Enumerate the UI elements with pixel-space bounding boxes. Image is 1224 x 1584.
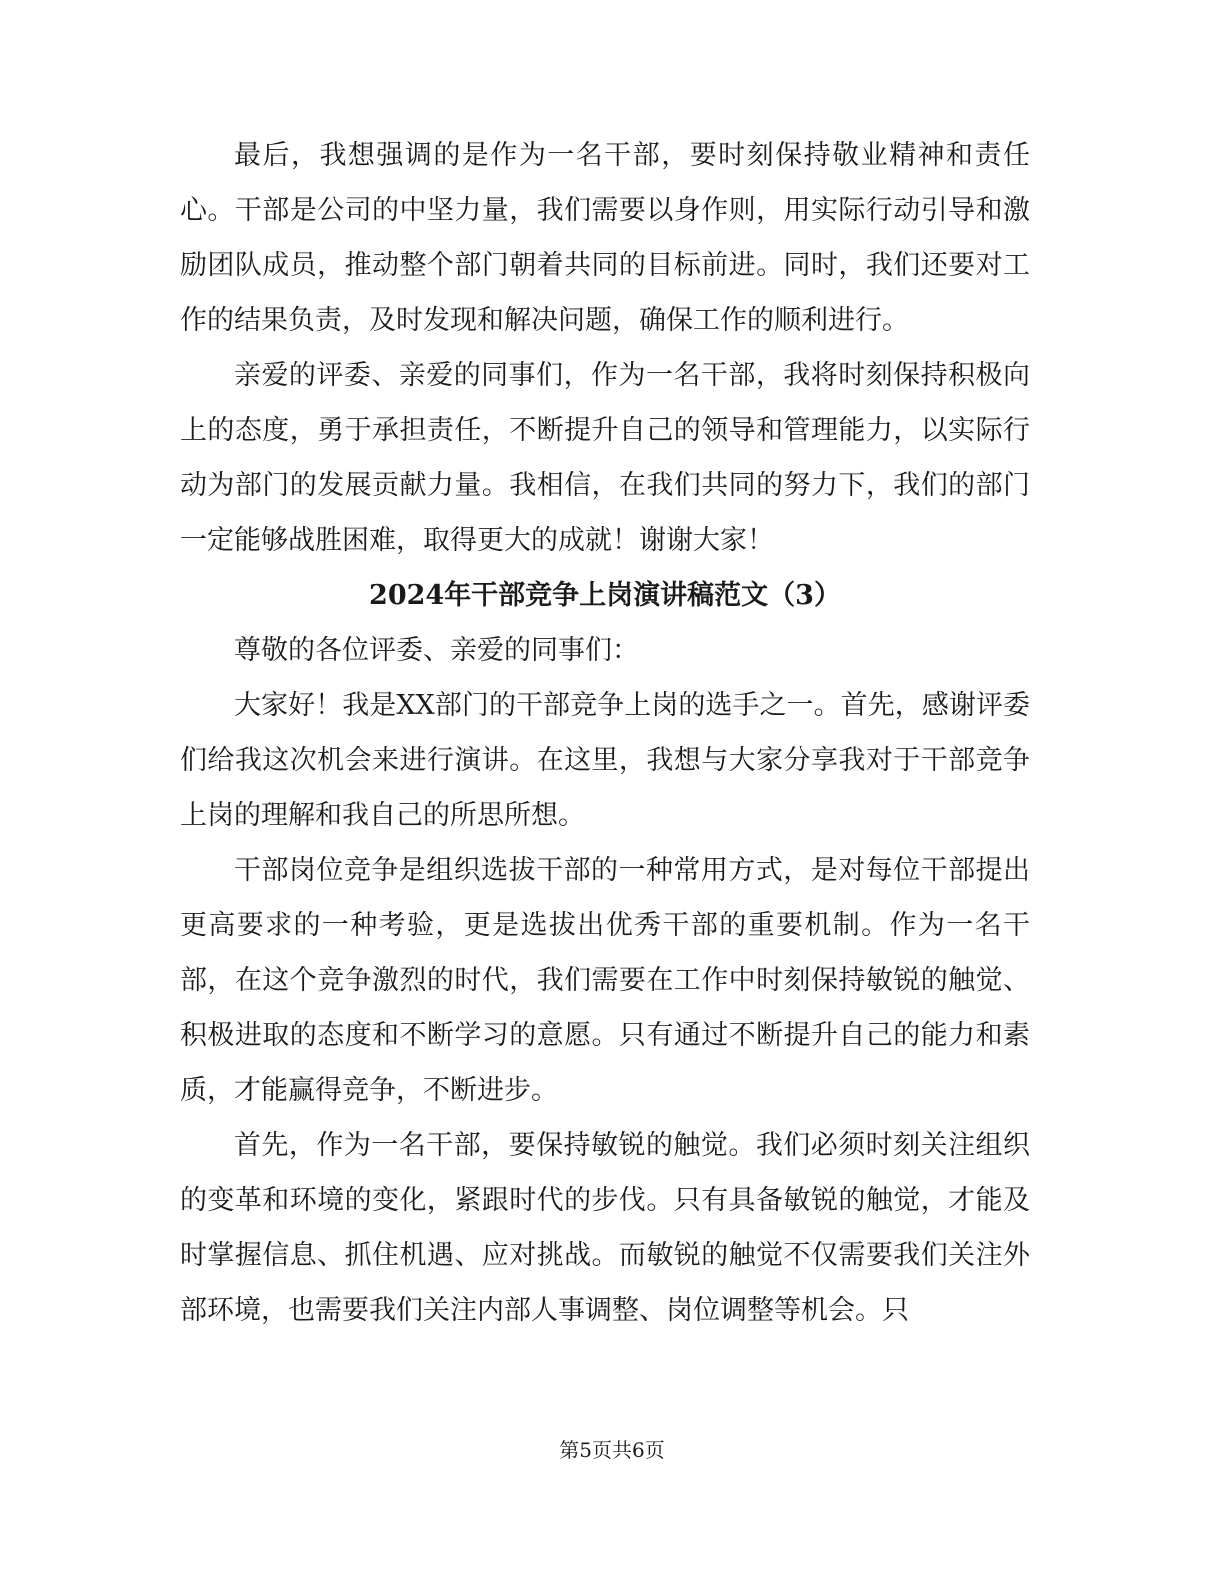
document-body — [180, 128, 1030, 1338]
section-title: 2024年干部竞争上岗演讲稿范文（3） — [369, 580, 841, 611]
paragraph-competition: 干部岗位竞争是组织选拔干部的一种常用方式，是对每位干部提出更高要求的一种考验，更是选拔出优秀干部的重要机制。作为一名干部，在这个竞争激烈的时代，我们需要在工作中时刻保持敏锐的触觉、积极进取的态度和不断学习的意愿。只有通过不断提升自己的能力和素质，才能赢得竞争，不断进步。 — [180, 855, 1030, 1106]
paragraph-closing-responsibility: 最后，我想强调的是作为一名干部，要时刻保持敬业精神和责任心。干部是公司的中坚力量，我们需要以身作则，用实际行动引导和激励团队成员，推动整个部门朝着共同的目标前进。同时，我们还要对工作的结果负责，及时发现和解决问题，确保工作的顺利进行。 — [180, 140, 1030, 336]
paragraph-salutation: 尊敬的各位评委、亲爱的同事们： — [234, 635, 639, 666]
paragraph-closing-thanks: 亲爱的评委、亲爱的同事们，作为一名干部，我将时刻保持积极向上的态度，勇于承担责任，不断提升自己的领导和管理能力，以实际行动为部门的发展贡献力量。我相信，在我们共同的努力下，我们的部门一定能够战胜困难，取得更大的成就！谢谢大家！ — [180, 360, 1030, 556]
page-number-footer: 第5页共6页 — [559, 1438, 665, 1462]
paragraph-sensitivity: 首先，作为一名干部，要保持敏锐的触觉。我们必须时刻关注组织的变革和环境的变化，紧跟时代的步伐。只有具备敏锐的触觉，才能及时掌握信息、抓住机遇、应对挑战。而敏锐的触觉不仅需要我们关注外部环境，也需要我们关注内部人事调整、岗位调整等机会。只 — [180, 1130, 1030, 1326]
paragraph-introduction: 大家好！我是XX部门的干部竞争上岗的选手之一。首先，感谢评委们给我这次机会来进行演讲。在这里，我想与大家分享我对于干部竞争上岗的理解和我自己的所思所想。 — [180, 690, 1030, 831]
